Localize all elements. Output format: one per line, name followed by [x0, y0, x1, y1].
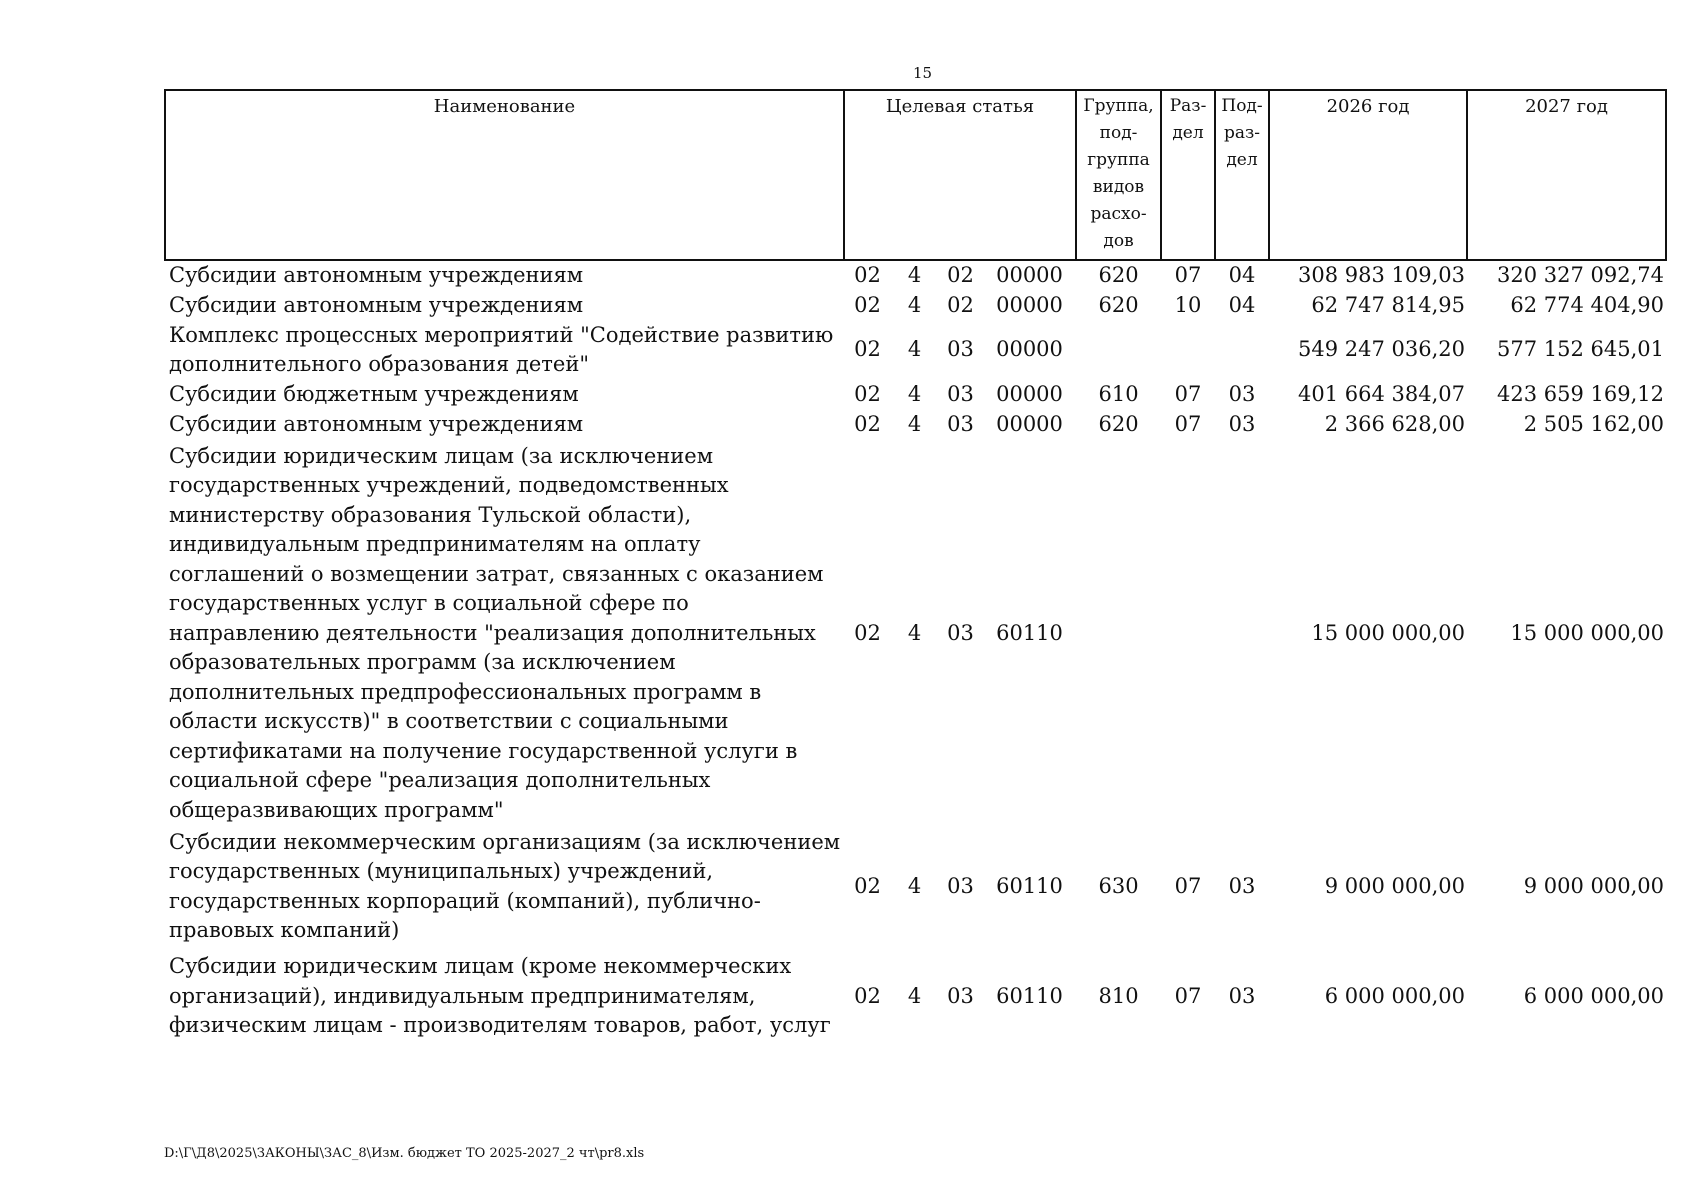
table-row	[165, 291, 1666, 321]
row-code-type: 4	[907, 292, 922, 317]
row-subsection: 03	[1228, 381, 1256, 406]
row-code-structure: 03	[947, 411, 974, 436]
row-code-type: 4	[907, 873, 922, 898]
row-code-direction: 00000	[996, 292, 1063, 317]
row-code-program: 02	[854, 411, 881, 436]
row-code-type: 4	[907, 620, 922, 645]
row-amount-2026: 2 366 628,00	[1324, 411, 1466, 436]
row-amount-2026: 308 983 109,03	[1298, 263, 1466, 287]
row-subsection: 03	[1228, 983, 1256, 1008]
row-group: 620	[1098, 263, 1139, 287]
row-group	[1076, 321, 1161, 380]
table-body	[165, 260, 1666, 1048]
header-subsection: Под-раз-дел	[1215, 90, 1269, 260]
row-subsection	[1215, 440, 1269, 828]
row-subsection	[1215, 321, 1269, 380]
row-group	[1076, 440, 1161, 828]
row-name: Субсидии бюджетным учреждениям	[169, 381, 579, 406]
row-amount-2027: 2 505 162,00	[1523, 411, 1665, 436]
row-code-structure: 03	[947, 873, 974, 898]
row-name: Субсидии автономным учреждениям	[169, 263, 584, 287]
table-row	[165, 946, 1666, 1048]
row-group: 630	[1098, 873, 1139, 898]
row-section: 07	[1174, 263, 1202, 287]
header-name: Наименование	[165, 90, 844, 260]
budget-table	[164, 89, 1667, 1048]
row-section: 10	[1174, 292, 1202, 317]
row-code-type: 4	[907, 337, 922, 362]
table-header	[165, 90, 1666, 260]
row-code-structure: 03	[947, 620, 974, 645]
row-name: Субсидии юридическим лицам (за исключением государственных учреждений, подведомственных министерству образования Тульской области), индивидуальным предпринимателям на оплату соглашений о возмещении затрат, связанных с оказанием государственных услуг в социальной сфере по направлению деятельности "реализация дополнительных образовательных программ (за исключением дополнительных предпрофессиональных программ в области искусств)" в соответствии с социальными сертификатами на получение государственной услуги в социальной сфере "реализация дополнительных общеразвивающих программ"	[169, 443, 824, 822]
row-code-structure: 03	[947, 983, 974, 1008]
row-code-direction: 60110	[996, 873, 1063, 898]
row-section: 07	[1174, 983, 1202, 1008]
row-subsection: 04	[1228, 263, 1256, 287]
table-row	[165, 380, 1666, 410]
row-code-program: 02	[854, 381, 881, 406]
row-amount-2027: 6 000 000,00	[1523, 983, 1665, 1008]
row-code-structure: 03	[947, 381, 974, 406]
row-amount-2027: 320 327 092,74	[1497, 263, 1665, 287]
row-code-type: 4	[907, 983, 922, 1008]
row-name: Субсидии автономным учреждениям	[169, 411, 584, 436]
row-amount-2027: 15 000 000,00	[1510, 620, 1665, 645]
row-amount-2026: 401 664 384,07	[1298, 381, 1466, 406]
table-row	[165, 260, 1666, 291]
row-code-program: 02	[854, 983, 881, 1008]
row-section: 07	[1174, 411, 1202, 436]
row-name: Субсидии автономным учреждениям	[169, 292, 584, 317]
row-amount-2027: 423 659 169,12	[1497, 381, 1665, 406]
row-amount-2026: 62 747 814,95	[1311, 292, 1466, 317]
row-group: 810	[1098, 983, 1139, 1008]
header-section: Раз-дел	[1161, 90, 1215, 260]
row-section	[1161, 440, 1215, 828]
row-code-type: 4	[907, 381, 922, 406]
table-row	[165, 321, 1666, 380]
row-section: 07	[1174, 381, 1202, 406]
row-code-type: 4	[907, 263, 922, 287]
header-group: Группа, под-группа видов расхо-дов	[1076, 90, 1161, 260]
row-code-program: 02	[854, 873, 881, 898]
row-amount-2026: 9 000 000,00	[1324, 873, 1466, 898]
header-year-2026: 2026 год	[1269, 90, 1467, 260]
row-code-direction: 00000	[996, 411, 1063, 436]
row-subsection: 04	[1228, 292, 1256, 317]
row-name: Субсидии некоммерческим организациям (за исключением государственных (муниципальных) учреждений, государственных корпораций (компаний), публично-правовых компаний)	[169, 829, 841, 942]
table-row	[165, 410, 1666, 440]
header-year-2027: 2027 год	[1467, 90, 1666, 260]
header-target-article: Целевая статья	[844, 90, 1076, 260]
row-code-program: 02	[854, 292, 881, 317]
row-code-type: 4	[907, 411, 922, 436]
row-amount-2027: 577 152 645,01	[1497, 337, 1665, 362]
table-row	[165, 440, 1666, 828]
row-amount-2027: 9 000 000,00	[1523, 873, 1665, 898]
file-path-footer: D:\Г\Д8\2025\ЗАКОНЫ\ЗАС_8\Изм. бюджет ТО 2025-2027_2 чт\pr8.xls	[164, 1146, 645, 1161]
row-amount-2027: 62 774 404,90	[1510, 292, 1665, 317]
row-group: 610	[1098, 381, 1139, 406]
row-subsection: 03	[1228, 873, 1256, 898]
row-code-direction: 00000	[996, 337, 1063, 362]
row-name: Комплекс процессных мероприятий "Содействие развитию дополнительного образования детей"	[169, 322, 834, 376]
row-group: 620	[1098, 411, 1139, 436]
row-code-program: 02	[854, 337, 881, 362]
row-section	[1161, 321, 1215, 380]
page-number: 15	[913, 64, 933, 82]
row-code-program: 02	[854, 263, 881, 287]
row-code-direction: 60110	[996, 620, 1063, 645]
row-amount-2026: 6 000 000,00	[1324, 983, 1466, 1008]
row-code-direction: 00000	[996, 381, 1063, 406]
row-subsection: 03	[1228, 411, 1256, 436]
row-code-direction: 00000	[996, 263, 1063, 287]
row-name: Субсидии юридическим лицам (кроме некоммерческих организаций), индивидуальным предпринимателям, физическим лицам - производителям товаров, работ, услуг	[169, 954, 831, 1038]
row-code-structure: 03	[947, 337, 974, 362]
row-code-direction: 60110	[996, 983, 1063, 1008]
row-section: 07	[1174, 873, 1202, 898]
table-row	[165, 828, 1666, 946]
row-amount-2026: 15 000 000,00	[1311, 620, 1466, 645]
row-amount-2026: 549 247 036,20	[1298, 337, 1466, 362]
row-code-structure: 02	[947, 292, 974, 317]
row-code-structure: 02	[947, 263, 974, 287]
row-code-program: 02	[854, 620, 881, 645]
row-group: 620	[1098, 292, 1139, 317]
